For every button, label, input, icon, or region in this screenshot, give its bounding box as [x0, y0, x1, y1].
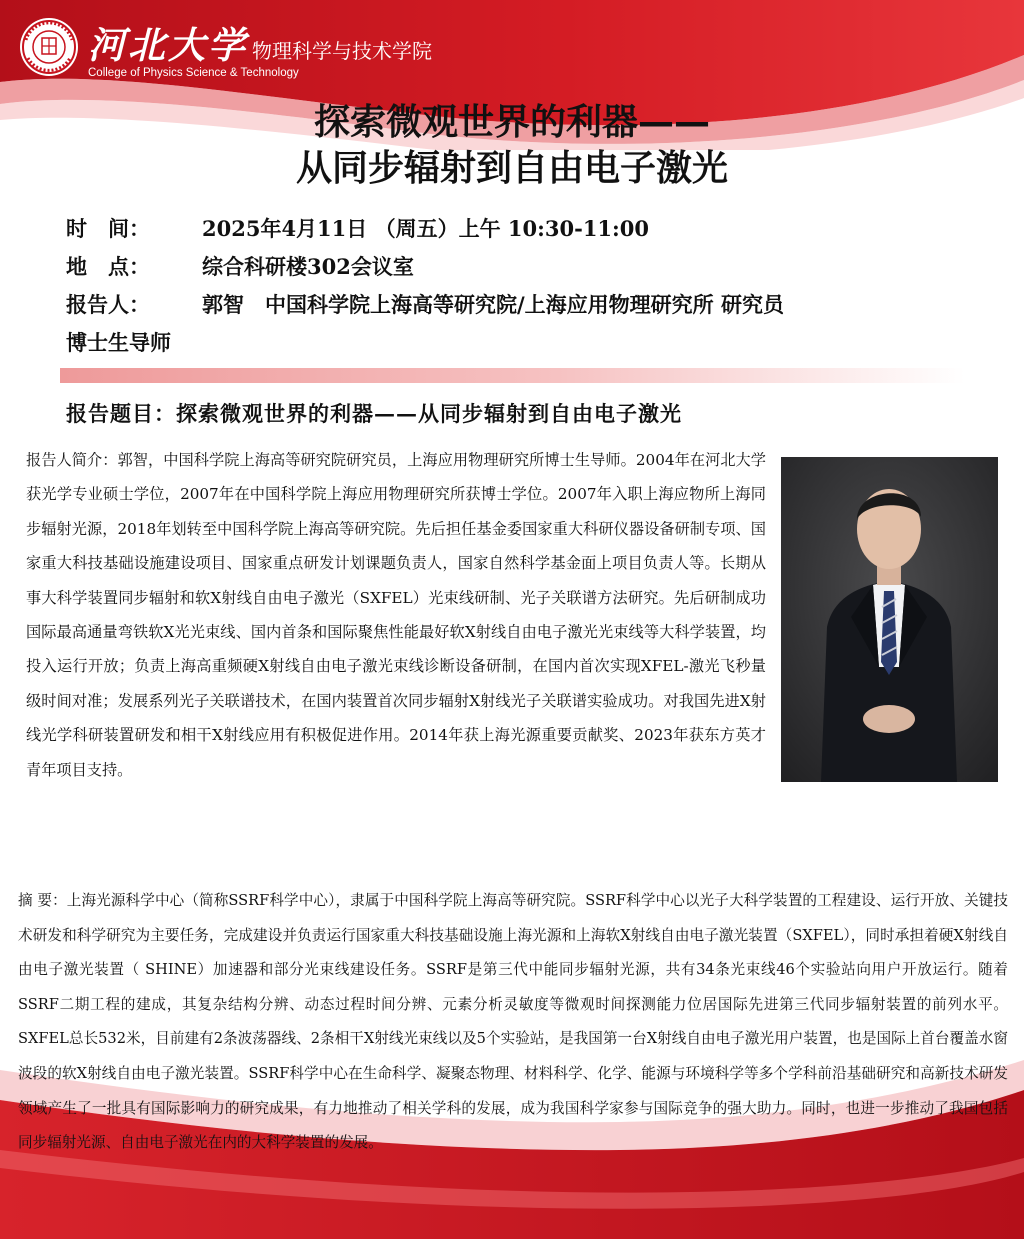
- section-divider: [60, 368, 965, 383]
- place-label: 地 点：: [66, 254, 150, 279]
- university-seal-logo: [18, 16, 80, 78]
- college-name-cn: 物理科学与技术学院: [252, 39, 432, 63]
- place-value: 综合科研楼302会议室: [202, 254, 414, 279]
- lecture-title: [0, 100, 1024, 192]
- place-row: [66, 248, 966, 286]
- title-line-1: 探索微观世界的利器——: [313, 102, 710, 143]
- lecture-info: [66, 210, 966, 362]
- university-brand: [88, 15, 432, 79]
- time-label: 时 间：: [66, 216, 150, 241]
- report-topic: 报告题目：探索微观世界的利器——从同步辐射到自由电子激光: [66, 401, 682, 426]
- speaker-label: 报告人：: [66, 292, 150, 317]
- time-value: 2025年4月11日 （周五）上午 10:30-11:00: [202, 216, 650, 241]
- speaker-photo: [781, 457, 998, 782]
- college-header: [18, 12, 432, 82]
- time-row: [66, 210, 966, 248]
- title-line-2: 从同步辐射到自由电子激光: [295, 148, 728, 189]
- speaker-title-continued: 博士生导师: [66, 330, 171, 355]
- college-name-en: College of Physics Science & Technology: [88, 67, 299, 79]
- abstract: 摘 要：上海光源科学中心（简称SSRF科学中心），隶属于中国科学院上海高等研究院。SSRF科学中心以光子大科学装置的工程建设、运行开放、关键技术研发和科学研究为主要任务，完成建设并负责运行国家重大科技基础设施上海光源和上海软X射线自由电子激光装置（SXFEL），同时承担着硬X射线自由电子激光装置（ SHINE）加速器和部分光束线建设任务。SSRF是第三代中能同步辐射光源，共有34条光束线46个实验站向用户开放运行。随着SSRF二期工程的建成，其复杂结构分辨、动态过程时间分辨、元素分析灵敏度等微观时间探测能力位居国际先进第三代同步辐射装置的前列水平。 SXFEL总长532米，目前建有2条波荡器线、2条相干X射线光束线以及5个实验站，是我国第一台X射线自由电子激光用户装置，也是国际上首台覆盖水窗波段的软X射线自由电子激光装置。SSRF科学中心在生命科学、凝聚态物理、材料科学、化学、能源与环境科学等多个学科前沿基础研究和高新技术研发领域产生了一批具有国际影响力的研究成果，有力地推动了相关学科的发展，成为我国科学家参与国际竞争的强大助力。同时，也进一步推动了我国包括同步辐射光源、自由电子激光在内的大科学装置的发展。: [18, 892, 1008, 1152]
- university-name: 河北大学: [88, 23, 248, 67]
- speaker-value: 郭智 中国科学院上海高等研究院/上海应用物理研究所 研究员: [202, 292, 784, 317]
- speaker-bio: 报告人简介：郭智，中国科学院上海高等研究院研究员，上海应用物理研究所博士生导师。2004年在河北大学获光学专业硕士学位，2007年在中国科学院上海应用物理研究所获博士学位。2007年入职上海应物所上海同步辐射光源，2018年划转至中国科学院上海高等研究院。先后担任基金委国家重大科研仪器设备研制专项、国家重大科技基础设施建设项目、国家重点研发计划课题负责人，国家自然科学基金面上项目负责人等。长期从事大科学装置同步辐射和软X射线自由电子激光（SXFEL）光束线研制、光子关联谱方法研究。先后研制成功国际最高通量弯铁软X光光束线、国内首条和国际聚焦性能最好软X射线自由电子激光光束线等大科学装置，均投入运行开放；负责上海高重频硬X射线自由电子激光束线诊断设备研制，在国内首次实现XFEL-激光飞秒量级时间对准；发展系列光子关联谱技术，在国内装置首次同步辐射X射线光子关联谱实验成功。对我国先进X射线光学科研装置研发和相干X射线应用有积极促进作用。2014年获上海光源重要贡献奖、2023年获东方英才青年项目支持。: [26, 451, 766, 779]
- speaker-row: [66, 286, 966, 324]
